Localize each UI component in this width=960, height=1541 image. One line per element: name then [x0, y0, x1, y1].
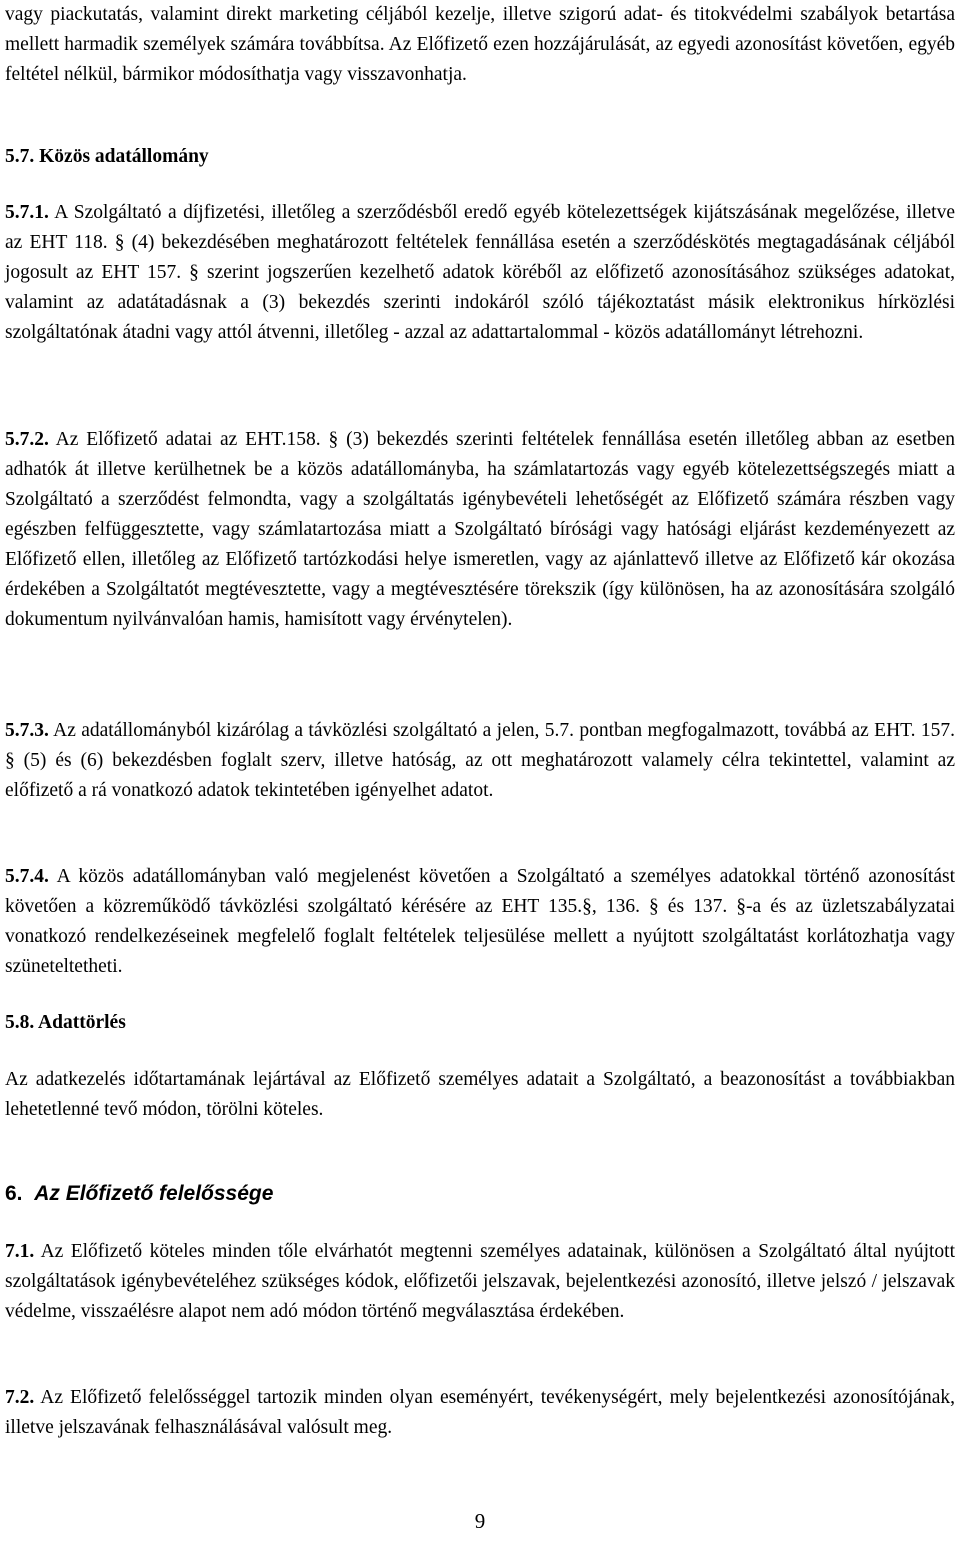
section-5-8-body: [5, 1065, 955, 1125]
section-body: A közös adatállományban való megjelenést követően a Szolgáltató a személyes adatokkal történő azonosítást követően a közreműködő távközlési szolgáltató kérésére az EHT 135.§, 136. § és 137. §-a és az üzletszabályzatai vonatkozó rendelkezéseinek megfelelő foglalt feltételek teljesülése mellett a nyújtott szolgáltatást korlátozhatja vagy szüneteltetheti.: [5, 866, 955, 977]
section-7-2: [5, 1383, 955, 1443]
section-number: 7.1.: [5, 1241, 35, 1262]
section-body: Az adatállományból kizárólag a távközlési szolgáltató a jelen, 5.7. pontban megfogalmazott, továbbá az EHT. 157. § (5) és (6) bekezdésben foglalt szerv, illetve hatóság, az ott meghatározott valamely célra tekintettel, valamint az előfizető a rá vonatkozó adatok tekintetében igényelhet adatot.: [5, 720, 955, 801]
section-number: 5.7.1.: [5, 202, 49, 223]
section-5-7-1: [5, 198, 955, 348]
section-5-8-heading: [5, 1008, 955, 1038]
chapter-number: 6.: [5, 1182, 23, 1205]
section-7-1: [5, 1237, 955, 1327]
intro-paragraph: [5, 0, 955, 90]
section-body: Az adatkezelés időtartamának lejártával az Előfizető személyes adatait a Szolgáltató, a beazonosítást a továbbiakban lehetetlenné tevő módon, törölni köteles.: [5, 1069, 955, 1120]
section-body: Az Előfizető köteles minden tőle elvárhatót megtenni személyes adatainak, különösen a Szolgáltató által nyújtott szolgáltatások igénybevételéhez szükséges kódok, előfizetői jelszavak, bejelentkezési azonosító, illetve jelszó / jelszavak védelme, visszaélésre alapot nem adó módon történő megválasztása érdekében.: [5, 1241, 955, 1322]
section-number: 7.2.: [5, 1387, 35, 1408]
chapter-6-heading: [5, 1179, 955, 1209]
section-5-7-3: [5, 716, 955, 806]
section-body: Az Előfizető felelősséggel tartozik minden olyan eseményért, tevékenységért, mely bejelentkezési azonosítójának, illetve jelszavának felhasználásával valósult meg.: [5, 1387, 955, 1438]
section-body: A Szolgáltató a díjfizetési, illetőleg a szerződésből eredő egyéb kötelezettségek kijátszásának megelőzése, illetve az EHT 118. § (4) bekezdésében meghatározott feltételek fennállása esetén a szerződéskötés megtagadásának céljából jogosult az EHT 157. § szerint jogszerűen kezelhető adatok köréből az előfizető azonosításához szükséges adatokat, valamint az adatátadásnak a (3) bekezdés szerinti indokáról szóló tájékoztatást másik elektronikus hírközlési szolgáltatónak átadni vagy attól átvenni, illetőleg - azzal az adattartalommal - közös adatállományt létrehozni.: [5, 202, 955, 343]
chapter-title: Az Előfizető felelőssége: [34, 1182, 274, 1205]
section-5-7-2: [5, 425, 955, 635]
section-5-7-heading: [5, 142, 955, 172]
section-heading-text: 5.7. Közös adatállomány: [5, 146, 209, 167]
section-number: 5.7.4.: [5, 866, 49, 887]
section-heading-text: 5.8. Adattörlés: [5, 1012, 126, 1033]
section-body: Az Előfizető adatai az EHT.158. § (3) bekezdés szerinti feltételek fennállása esetén illetőleg abban az esetben adhatók át illetve kerülhetnek be a közös adatállományba, ha számlatartozás vagy egyéb kötelezettségszegés miatt a Szolgáltató a szerződést felmondta, vagy a szolgáltatás igénybevételi lehetőségét az Előfizető számára részben vagy egészben felfüggesztette, vagy számlatartozása miatt a Szolgáltató bírósági vagy hatósági eljárást kezdeményezett az Előfizető ellen, illetőleg az Előfizető tartózkodási helye ismeretlen, vagy az ajánlattevő illetve az Előfizető kár okozása érdekében a Szolgáltatót megtévesztette, vagy a megtévesztésére törekszik (így különösen, ha az azonosítására szolgáló dokumentum nyilvánvalóan hamis, hamisított vagy érvénytelen).: [5, 429, 955, 630]
section-number: 5.7.2.: [5, 429, 49, 450]
section-number: 5.7.3.: [5, 720, 49, 741]
section-5-7-4: [5, 862, 955, 982]
page-number: 9: [474, 1509, 486, 1533]
intro-text: vagy piackutatás, valamint direkt marketing céljából kezelje, illetve szigorú adat- és titokvédelmi szabályok betartása mellett harmadik személyek számára továbbítsa. Az Előfizető ezen hozzájárulását, az egyedi azonosítást követően, egyéb feltétel nélkül, bármikor módosíthatja vagy visszavonhatja.: [5, 4, 955, 85]
